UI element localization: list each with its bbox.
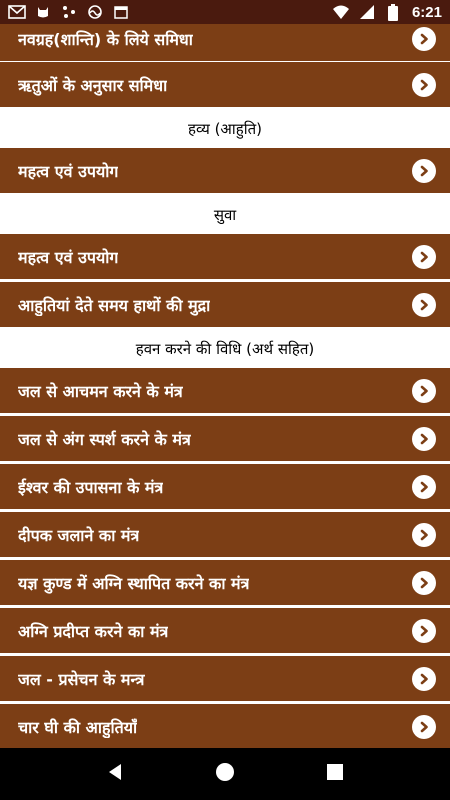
topic-list[interactable]: [0, 24, 450, 748]
list-item-label: महत्व एवं उपयोग: [18, 247, 119, 267]
list-item-label: जल से आचमन करने के मंत्र: [18, 381, 183, 401]
list-item-label: यज्ञ कुण्ड में अग्नि स्थापित करने का मंत्र: [18, 573, 250, 593]
list-item[interactable]: [0, 512, 450, 557]
list-item[interactable]: [0, 560, 450, 605]
chevron-right-icon: [412, 379, 436, 403]
list-item[interactable]: [0, 148, 450, 193]
home-button[interactable]: [201, 750, 249, 798]
wifi-icon: [332, 3, 350, 21]
battery-icon: [384, 3, 402, 21]
chevron-right-icon: [412, 245, 436, 269]
chevron-right-icon: [412, 293, 436, 317]
list-item[interactable]: [0, 234, 450, 279]
recents-icon: [326, 763, 344, 785]
status-bar-system: [332, 3, 442, 21]
list-item[interactable]: [0, 416, 450, 461]
list-item-label: चार घी की आहुतियाँ: [18, 717, 138, 737]
status-bar-notifications: [8, 3, 130, 21]
list-item[interactable]: [0, 464, 450, 509]
chevron-right-icon: [412, 159, 436, 183]
navigation-bar: [0, 748, 450, 800]
section-header-label: सुवा: [213, 206, 237, 224]
chevron-right-icon: [412, 475, 436, 499]
list-item-label: आहुतियां देते समय हाथों की मुद्रा: [18, 295, 211, 315]
chevron-right-icon: [412, 571, 436, 595]
chevron-right-icon: [412, 715, 436, 739]
list-item[interactable]: [0, 704, 450, 748]
list-item-label: जल - प्रसेचन के मन्त्र: [18, 669, 145, 689]
chevron-right-icon: [412, 523, 436, 547]
chevron-right-icon: [412, 619, 436, 643]
list-item-label: जल से अंग स्पर्श करने के मंत्र: [18, 429, 191, 449]
list-item[interactable]: [0, 368, 450, 413]
list-item[interactable]: [0, 62, 450, 107]
home-icon: [215, 762, 235, 786]
list-item-label: दीपक जलाने का मंत्र: [18, 525, 140, 545]
recents-button[interactable]: [311, 750, 359, 798]
back-icon: [106, 763, 124, 785]
wave-icon: [86, 3, 104, 21]
section-header: [0, 330, 450, 368]
chevron-right-icon: [412, 27, 436, 51]
list-item-label: नवग्रह(शान्ति) के लिये समिधा: [18, 29, 193, 49]
chevron-right-icon: [412, 73, 436, 97]
gmail-icon: [8, 3, 26, 21]
cat-icon: [34, 3, 52, 21]
section-header-label: हवन करने की विधि (अर्थ सहित): [135, 340, 315, 358]
section-header: [0, 196, 450, 234]
list-item-label: ऋतुओं के अनुसार समिधा: [18, 75, 168, 95]
chevron-right-icon: [412, 667, 436, 691]
section-header: [0, 110, 450, 148]
list-item[interactable]: [0, 656, 450, 701]
calendar-icon: [112, 3, 130, 21]
list-item[interactable]: [0, 608, 450, 653]
list-item-label: अग्नि प्रदीप्त करने का मंत्र: [18, 621, 169, 641]
status-time: 6:21: [411, 3, 442, 21]
section-header-label: हव्य (आहुति): [188, 120, 262, 138]
back-button[interactable]: [91, 750, 139, 798]
list-item-label: ईश्वर की उपासना के मंत्र: [18, 477, 164, 497]
list-item-label: महत्व एवं उपयोग: [18, 161, 119, 181]
status-bar: [0, 0, 450, 24]
list-item[interactable]: [0, 24, 450, 61]
dots-icon: [60, 3, 78, 21]
chevron-right-icon: [412, 427, 436, 451]
list-item[interactable]: [0, 282, 450, 327]
signal-icon: [358, 3, 376, 21]
